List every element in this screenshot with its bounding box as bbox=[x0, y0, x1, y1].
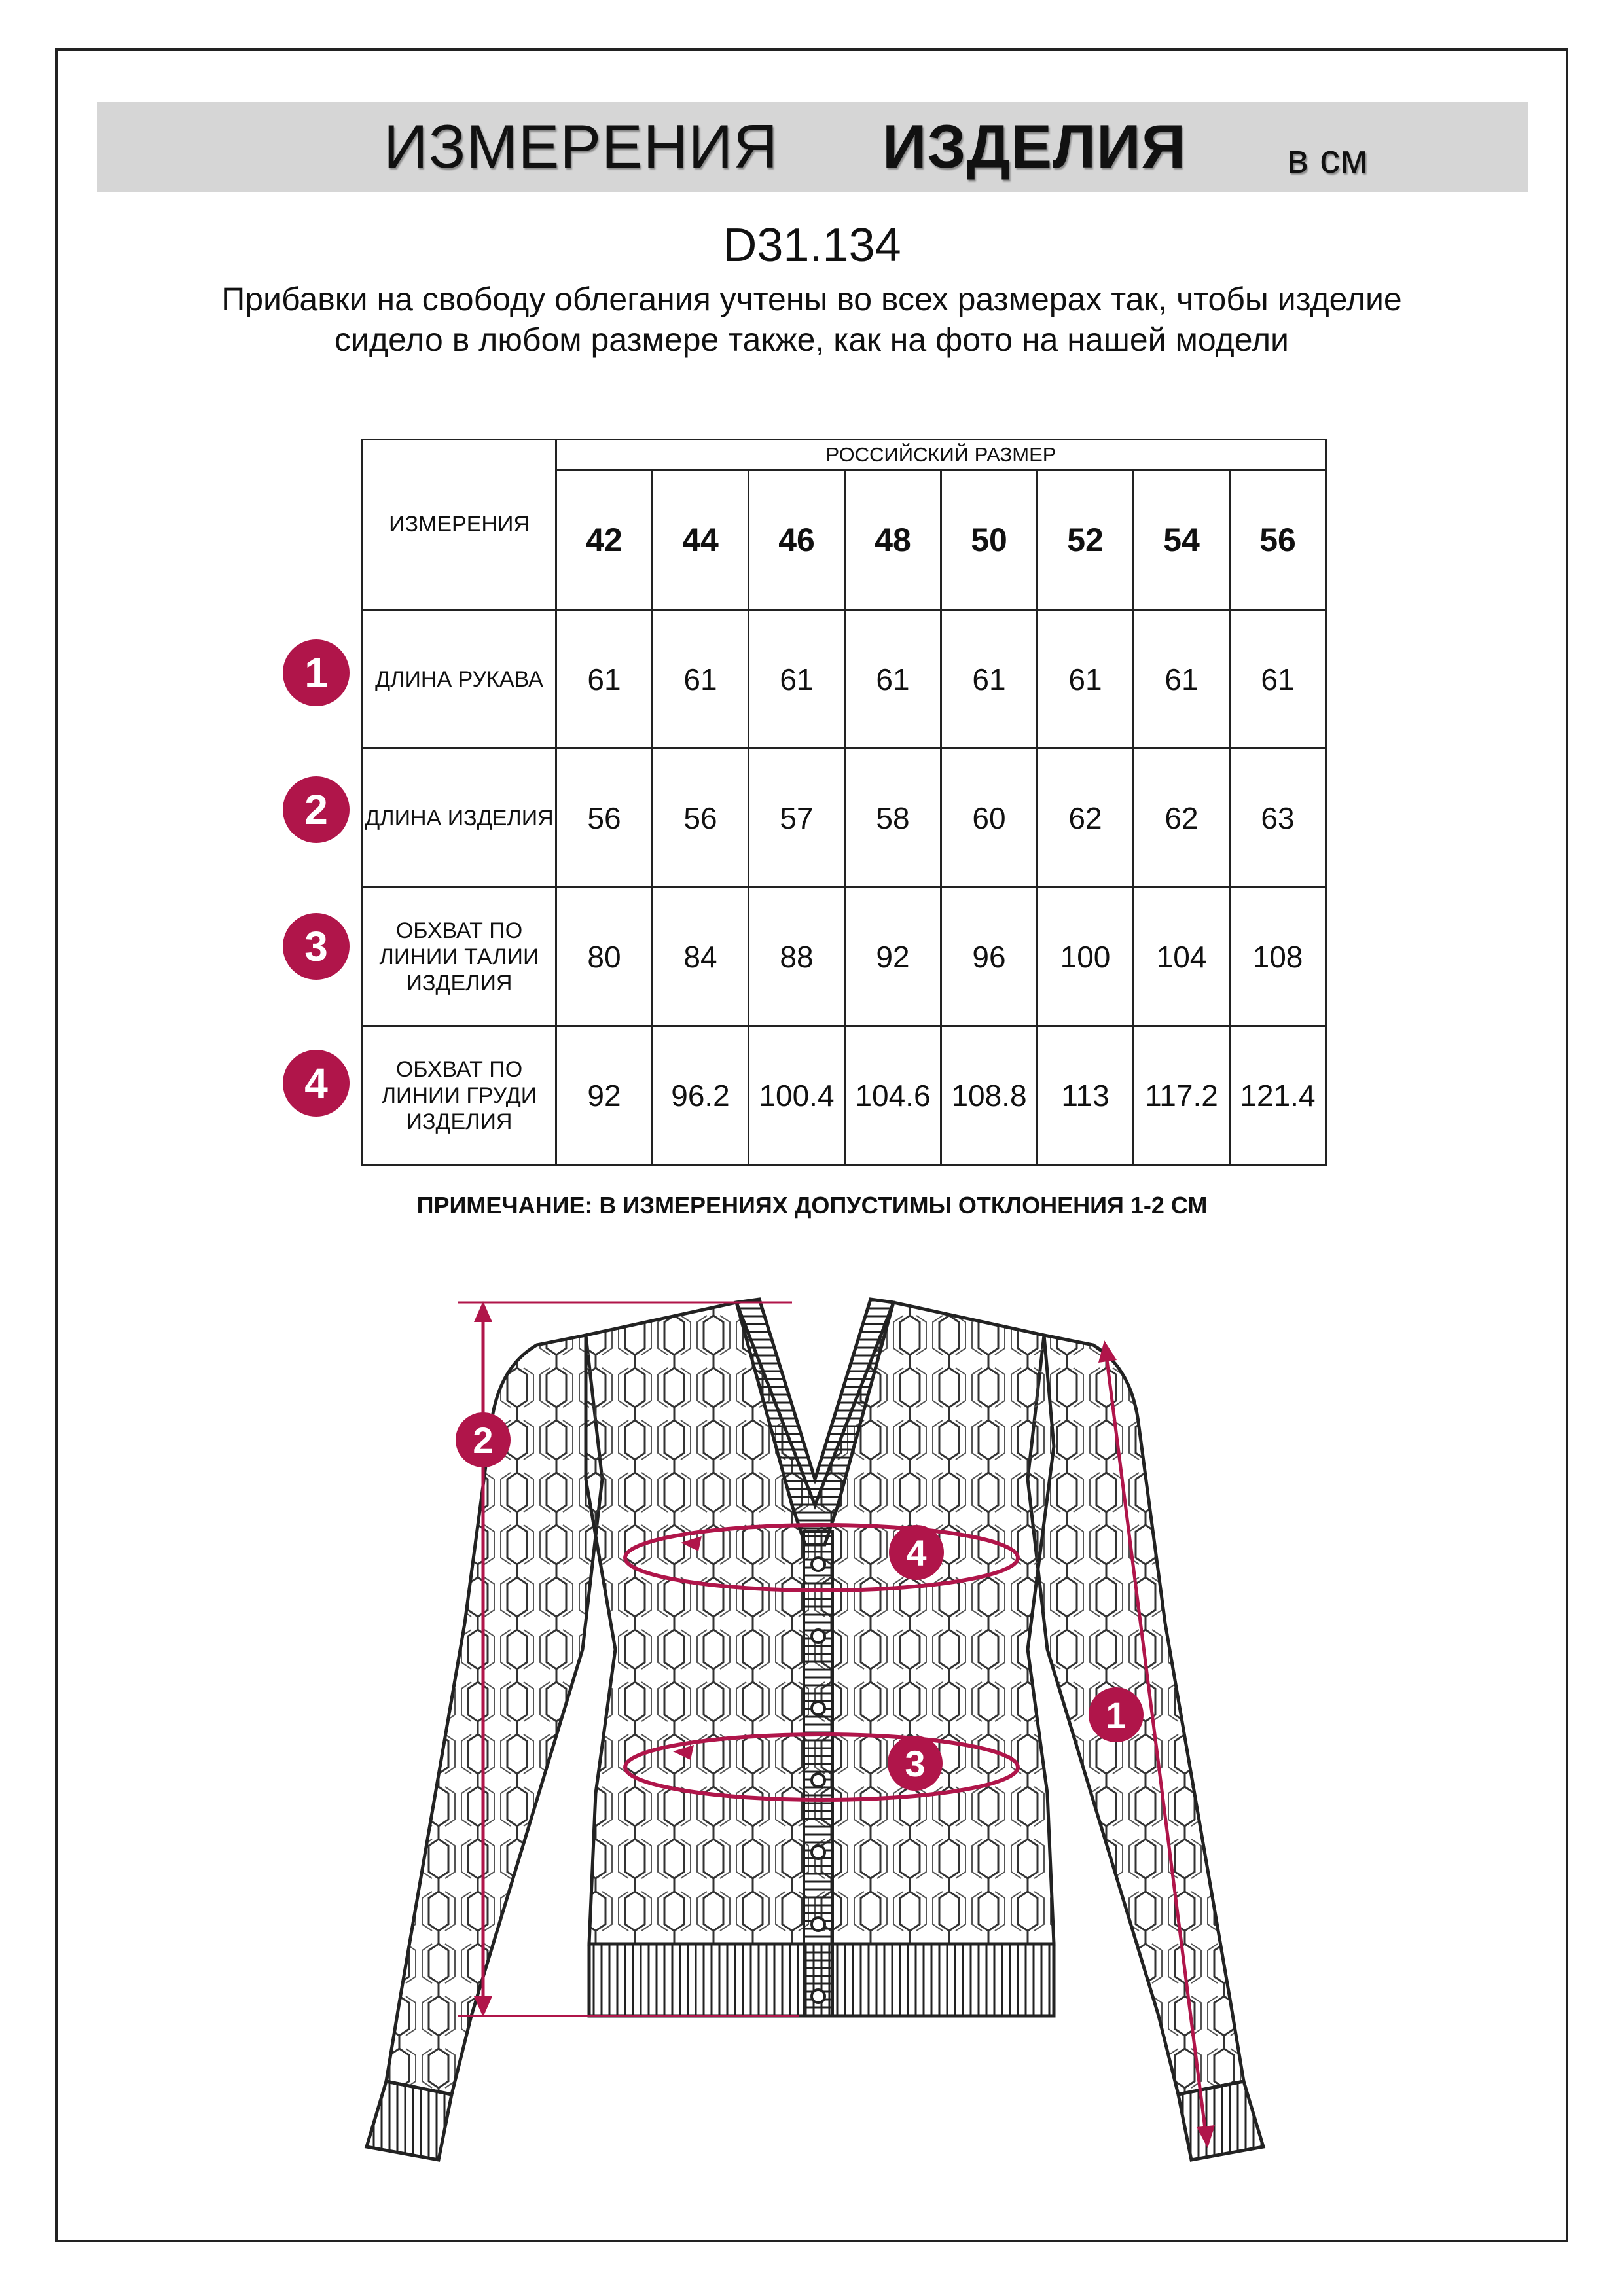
svg-text:2: 2 bbox=[473, 1420, 494, 1461]
table-cell: 61 bbox=[653, 610, 749, 749]
size-header-54: 54 bbox=[1134, 471, 1230, 610]
table-row bbox=[363, 749, 1326, 888]
table-cell: 61 bbox=[556, 610, 653, 749]
product-code: D31.134 bbox=[723, 219, 901, 272]
right-cuff bbox=[1178, 2081, 1263, 2160]
table-cell: 61 bbox=[845, 610, 941, 749]
table-cell: 121.4 bbox=[1230, 1026, 1326, 1165]
row-label: ОБХВАТ ПО ЛИНИИ ТАЛИИ ИЗДЕЛИЯ bbox=[363, 888, 556, 1026]
table-cell: 62 bbox=[1134, 749, 1230, 888]
measure-header: ИЗМЕРЕНИЯ bbox=[363, 440, 556, 610]
marker-3 bbox=[888, 1736, 943, 1791]
row-number-badge: 1 bbox=[283, 639, 350, 706]
row-number-badge: 2 bbox=[283, 776, 350, 843]
row-label: ДЛИНА РУКАВА bbox=[363, 610, 556, 749]
cardigan-drawing bbox=[340, 1283, 1296, 2166]
size-table bbox=[361, 439, 1327, 1166]
table-cell: 58 bbox=[845, 749, 941, 888]
table-row bbox=[363, 610, 1326, 749]
table-cell: 80 bbox=[556, 888, 653, 1026]
table-cell: 57 bbox=[749, 749, 845, 888]
tolerance-note: ПРИМЕЧАНИЕ: В ИЗМЕРЕНИЯХ ДОПУСТИМЫ ОТКЛОНЕНИЯ 1-2 СМ bbox=[416, 1192, 1208, 1219]
row-label: ДЛИНА ИЗДЕЛИЯ bbox=[363, 749, 556, 888]
table-cell: 88 bbox=[749, 888, 845, 1026]
marker-1 bbox=[1089, 1687, 1144, 1742]
marker-2 bbox=[456, 1412, 511, 1467]
svg-text:4: 4 bbox=[906, 1532, 927, 1573]
table-cell: 56 bbox=[556, 749, 653, 888]
table-cell: 61 bbox=[1038, 610, 1134, 749]
table-cell: 117.2 bbox=[1134, 1026, 1230, 1165]
size-group-header: РОССИЙСКИЙ РАЗМЕР bbox=[556, 440, 1326, 471]
table-row bbox=[363, 888, 1326, 1026]
left-cuff bbox=[367, 2081, 452, 2160]
table-cell: 113 bbox=[1038, 1026, 1134, 1165]
size-header-56: 56 bbox=[1230, 471, 1326, 610]
row-label: ОБХВАТ ПО ЛИНИИ ГРУДИ ИЗДЕЛИЯ bbox=[363, 1026, 556, 1165]
size-header-48: 48 bbox=[845, 471, 941, 610]
title-word-measurements: ИЗМЕРЕНИЯ bbox=[384, 112, 779, 181]
table-cell: 104 bbox=[1134, 888, 1230, 1026]
table-cell: 96.2 bbox=[653, 1026, 749, 1165]
table-cell: 61 bbox=[1230, 610, 1326, 749]
svg-text:3: 3 bbox=[905, 1743, 926, 1784]
table-row bbox=[363, 1026, 1326, 1165]
title-word-product: ИЗДЕЛИЯ bbox=[882, 112, 1187, 181]
table-cell: 100.4 bbox=[749, 1026, 845, 1165]
table-cell: 61 bbox=[1134, 610, 1230, 749]
size-header-44: 44 bbox=[653, 471, 749, 610]
table-cell: 61 bbox=[941, 610, 1038, 749]
title-banner bbox=[97, 102, 1528, 192]
size-header-46: 46 bbox=[749, 471, 845, 610]
marker-4 bbox=[889, 1525, 944, 1580]
table-cell: 100 bbox=[1038, 888, 1134, 1026]
svg-text:1: 1 bbox=[1106, 1695, 1127, 1736]
table-cell: 92 bbox=[845, 888, 941, 1026]
table-cell: 60 bbox=[941, 749, 1038, 888]
table-cell: 62 bbox=[1038, 749, 1134, 888]
size-header-52: 52 bbox=[1038, 471, 1134, 610]
title-unit: в см bbox=[1287, 137, 1368, 182]
row-number-badge: 3 bbox=[283, 913, 350, 980]
table-cell: 61 bbox=[749, 610, 845, 749]
table-cell: 108 bbox=[1230, 888, 1326, 1026]
row-number-badge: 4 bbox=[283, 1050, 350, 1117]
table-cell: 104.6 bbox=[845, 1026, 941, 1165]
intro-text: Прибавки на свободу облегания учтены во всех размерах так, чтобы изделие сидело в любом размере также, как на фото на нашей модели bbox=[221, 281, 1402, 358]
table-cell: 84 bbox=[653, 888, 749, 1026]
size-header-50: 50 bbox=[941, 471, 1038, 610]
table-cell: 108.8 bbox=[941, 1026, 1038, 1165]
table-cell: 92 bbox=[556, 1026, 653, 1165]
table-cell: 63 bbox=[1230, 749, 1326, 888]
table-cell: 96 bbox=[941, 888, 1038, 1026]
table-cell: 56 bbox=[653, 749, 749, 888]
size-header-42: 42 bbox=[556, 471, 653, 610]
